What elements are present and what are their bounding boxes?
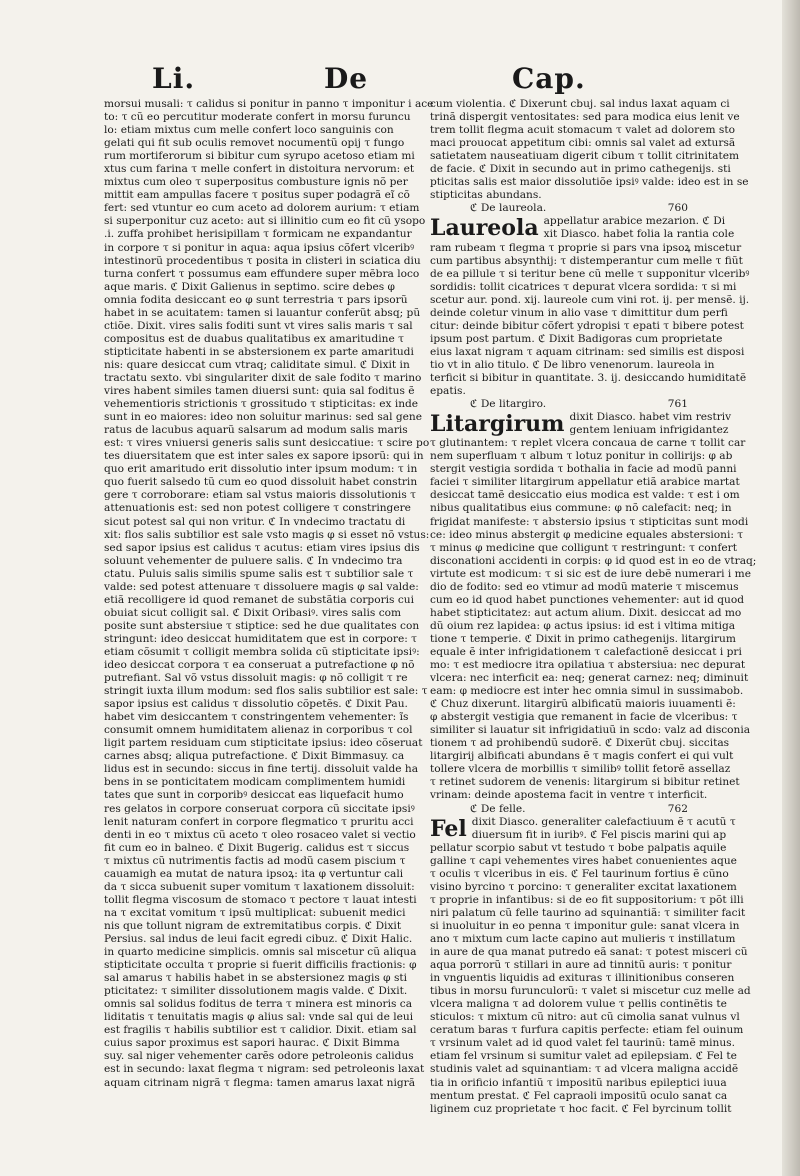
entry-headword: Litargirum [430,411,565,438]
text-line: etiam fel vrsinum si sumitur valet ad epilepsiam. ℭ Fel te [430,1050,737,1063]
entry-heading [430,803,692,816]
text-line: terficit si bibitur in quantitate. 3. ij. desiccando humiditatẽ [430,371,747,384]
text-line: Persius. sal indus de leui facit egredi cibuz. ℭ Dixit Halic. [104,933,413,945]
text-line: sed sapor ipsius est calidus τ acutus: etiam vires ipsius dis [104,541,420,554]
entry-lead [430,411,732,438]
text-line: tionem τ ad prohibendũ sudorẽ. ℭ Dixerũt cbuj. siccitas [430,737,730,750]
text-line: omnia fodita desiccant eo φ sunt terrestria τ pars ipsorũ [104,293,408,306]
text-line: etiã recolligere id quod remanet de substãtia corporis cui [104,593,414,606]
text-line: .i. zuffa prohibet herisipillam τ formicam ne expandantur [104,228,412,241]
text-line: eam: φ mediocre est inter hec omnia simul in sussimabob. [430,685,744,698]
text-line: sal amarus τ habilis habet in se abstersionez magis φ sti [104,972,408,985]
text-line: frigidat manifeste: τ abstersio ipsius τ stipticitas sunt modi [430,515,749,528]
text-line: vrinam: deinde apostema facit in ventre τ interficit. [430,789,708,802]
text-line: sticulos: τ mixtum cũ nitro: aut cũ cimolia sanat vulnus vl [430,1011,740,1024]
running-header-right: Cap. [512,62,586,95]
text-line: gentem leniuam infrigidantez [569,424,729,437]
entry-number: 761 [667,398,688,411]
text-line: attenuationis est: sed non potest colligere τ constringere [104,502,411,515]
text-line: ce: ideo minus abstergit φ medicine equales abstersioni: τ [430,528,744,541]
text-line: lo: etiam mixtus cum melle confert loco sanguinis con [104,124,394,137]
text-line: est: τ vires vniuersi generis salis sunt desiccatiue: τ scire po [104,437,430,450]
entry-number: 762 [667,802,688,815]
text-line: trinã dispergit ventositates: sed para modica eius lenit ve [430,111,740,124]
text-line: si superponitur cuz aceto: aut si illinitio cum eo fit cũ ysopo [104,215,426,228]
text-line: mo: τ est mediocre itra opilatiua τ abstersiua: nec depurat [430,659,746,672]
text-line: to: τ cũ eo percutitur moderate confert in morsu furuncu [104,111,411,124]
text-line: si inuoluitur in eo penna τ imponitur gule: sanat vlcera in [430,919,740,932]
text-line: stipticitate occulta τ proprie si fuerit difficilis fractionis: φ [104,959,417,972]
text-line: cum partibus absynthij: τ distemperantur cum melle τ fiũt [430,254,743,267]
text-line: ano τ mixtum cum lacte capino aut mulieris τ instillatum [430,933,736,945]
text-line: sicut potest sal qui non vritur. ℭ In vndecimo tractatu di [104,515,406,528]
text-line: liditatis τ tenuitatis magis φ alius sal: vnde sal qui de leui [104,1011,414,1024]
text-line: xit: flos salis subtilior est sale vsto magis φ si esset nõ vstus: [104,528,430,541]
text-line: equale ẽ inter infrigidationem τ calefactionẽ desiccat i pri [430,645,742,658]
text-line: ram rubeam τ flegma τ proprie si pars vna ipsoꝝ miscetur [430,241,742,254]
text-line: cum eo id quod habet punctiones vehementer: aut id quod [430,593,745,606]
text-line: tractatu sexto. vbi singulariter dixit de sale fodito τ marino [104,371,422,384]
text-line: vires habent similes tamen diuersi sunt: quia sal foditus ẽ [104,385,415,398]
text-line: nibus qualitatibus eius commune: φ nõ calefacit: neq; in [430,502,732,515]
entry-lead-lines [430,815,736,842]
text-line: dũ oium rez lapidea: φ actus ipsius: id est i vltima mitiga [430,619,736,632]
text-line: epatis. [430,385,466,398]
text-line: nis: quare desiccat cum vtraq; caliditate simul. ℭ Dixit in [104,358,410,371]
text-line: tates que sunt in corporibꝰ desiccat eas liquefacit humo [104,789,404,802]
text-line: intestinorũ procedentibus τ posita in clisteri in sciatica diu [104,254,421,267]
text-line: ctiõe. Dixit. vires salis foditi sunt vt vires salis maris τ sal [104,319,413,332]
text-line: virtute est modicum: τ si sic est de iure debẽ numerari i me [430,567,751,580]
text-line: aquam citrinam nigrã τ flegma: tamen amarus laxat nigrã [104,1076,416,1089]
text-line: τ retinet sudorem de venenis: litargirum si bibitur retinet [430,776,740,789]
text-line: vlcera: nec interficit ea: neq; generat carnez: neq; diminuit [430,672,749,685]
text-line: maci prouocat appetitum cibi: omnis sal valet ad extursã [430,137,736,150]
text-line: pticitatez: τ similiter dissolutionem magis valde. ℭ Dixit. [104,985,408,998]
text-line: habet in se acuitatem: tamen si lauantur conferũt absq; pũ [104,306,421,319]
running-header-left: Li. [152,62,196,95]
text-line: in aure de qua manat putredo eã sanat: τ potest misceri cũ [430,946,748,959]
text-line: denti in eo τ mixtus cũ aceto τ oleo rosaceo valet si vectio [104,828,416,841]
text-line: dixit Diasco. habet vim restriv [569,411,732,424]
text-line: τ glutinantem: τ replet vlcera concaua de carne τ tollit car [430,437,746,450]
text-line: quo erit amaritudo erit dissolutio inter ipsum modum: τ in [104,463,418,476]
text-line: trem tollit flegma acuit stomacum τ valet ad dolorem sto [430,124,735,137]
text-line: in vnguentis liquidis ad exituras τ illinitionibus conseren [430,972,735,985]
text-line: τ oculis τ vlceribus in eis. ℭ Fel taurinum fortius ẽ cũno [430,867,729,880]
page-edge [782,0,800,1176]
text-line: soluunt vehementer de puluere salis. ℭ In vndecimo tra [104,554,403,567]
text-line: stipticitas abundans. [430,189,542,202]
text-line: studinis valet ad squinantiam: τ ad vlcera maligna accidẽ [430,1063,739,1076]
text-line: consumit omnem humiditatem alienaz in corporibus τ col [104,724,413,737]
text-line: tione τ temperie. ℭ Dixit in primo cathegenijs. litargirum [430,632,736,645]
text-line: stergit vestigia sordida τ bothalia in facie ad modũ panni [430,463,737,476]
entry-title: ℭ De laureola. [470,202,547,215]
text-line: stringit iuxta illum modum: sed flos salis subtilior est sale: τ [104,685,428,698]
text-line: fert: sed vtuntur eo cum aceto ad dolorem aurium: τ etiam [104,202,420,215]
text-line: desiccat tamẽ desiccatio eius modica est valde: τ est i om [430,489,740,502]
text-line: vlcera maligna τ ad dolorem vulue τ pellis continẽtis te [430,998,727,1011]
text-line: pellatur scorpio sabut vt testudo τ bobe palpatis aquile [430,841,727,854]
text-line: fit cum eo in balneo. ℭ Dixit Bugerig. calidus est τ siccus [104,841,410,854]
left-column [104,98,434,1090]
entry-headword: Fel [430,815,467,842]
text-line: dixit Diasco. generaliter calefactiuum ẽ τ acutũ τ [471,815,736,828]
entry-heading [430,398,692,411]
text-line: tollit flegma viscosum de stomaco τ pectore τ lauat intesti [104,893,417,906]
text-line: ℭ Chuz dixerunt. litargirũ albificatũ maioris iuuamenti ẽ: [430,698,736,711]
text-line: diuersum fit in iuribꝰ. ℭ Fel piscis marini qui ap [471,828,727,841]
text-line: bens in se ponticitatem modicam complimentem humidi [104,776,406,789]
text-line: aque maris. ℭ Dixit Galienus in septimo. scire debes φ [104,280,395,293]
text-line: da τ sicca subuenit super vomitum τ laxationem dissoluit: [104,880,415,893]
text-line: litargirij albificati abundans ẽ τ magis confert ei qui vult [430,750,734,763]
text-line: cum violentia. ℭ Dixerunt cbuj. sal indus laxat aquam ci [430,98,730,110]
text-line: obuiat sicut colligit sal. ℭ Dixit Oribasiꝰ. vires salis com [104,606,402,619]
entry-title: ℭ De felle. [470,802,526,815]
text-line: citur: deinde bibitur cõfert ydropisi τ epati τ bibere potest [430,319,744,332]
entry-title: ℭ De litargiro. [470,398,547,411]
text-line: rum mortiferorum si bibitur cum syrupo acetoso etiam mi [104,150,415,163]
text-line: turna confert τ possumus eam effundere super mẽbra loco [104,267,420,280]
text-line: putrefiant. Sal võ vstus dissoluit magis: φ nõ colligit τ re [104,672,408,685]
text-line: τ proprie in infantibus: si de eo fit suppositorium: τ põt illi [430,893,744,906]
text-line: posite sunt abstersiue τ stiptice: sed he due qualitates con [104,619,420,632]
text-line: aqua porrorũ τ stillari in aure ad tinnitũ auris: τ ponitur [430,959,732,972]
text-line: φ abstergit vestigia que remanent in facie de vlceribus: τ [430,711,738,724]
text-line: disconationi accidenti in corpis: φ id quod est in eo de vtraq; [430,554,757,567]
text-line: ratus de lacubus aquarũ salsarum ad modum salis maris [104,424,408,437]
text-line: cauamigh ea mutat de natura ipsoꝝ: ita φ vertuntur cali [104,867,404,880]
running-header-middle: De [324,62,369,95]
text-line: sunt in eo maiores: ideo non soluitur marinus: sed sal gene [104,411,422,424]
text-line: de ea pillule τ si teritur bene cũ melle τ supponitur vlceribꝰ [430,267,750,280]
text-line: tio vt in alio titulo. ℭ De libro venenorum. laureola in [430,358,715,371]
text-line: eius laxat nigram τ aquam citrinam: sed similis est disposi [430,345,745,358]
entry-heading [430,202,692,215]
text-line: mixtus cum oleo τ superpositus combusture ignis nõ per [104,176,408,189]
text-line: mentum prestat. ℭ Fel capraoli impositũ oculo sanat ca [430,1089,728,1102]
text-line: in quarto medicine simplicis. omnis sal miscetur cũ aliqua [104,946,417,959]
text-line: pticitas salis est maior dissolutiõe ipsiꝰ valde: ideo est in se [430,176,749,189]
text-line: est in secundo: laxat flegma τ nigram: sed petroleonis laxat [104,1063,425,1076]
entry-lead [430,215,735,242]
text-line: tia in orificio infantiũ τ impositũ naribus epileptici iuua [430,1076,727,1089]
text-line: visino byrcino τ porcino: τ generaliter excitat laxationem [430,880,737,893]
text-line: τ vrsinum valet ad id quod valet fel taurinũ: tamẽ minus. [430,1037,735,1050]
text-line: galline τ capi vehementes vires habet conuenientes aque [430,854,737,867]
text-line: sordidis: tollit cicatrices τ depurat vlcera sordida: τ si mi [430,280,737,293]
text-line: valde: sed potest attenuare τ dissoluere magis φ sal valde: [104,580,419,593]
text-line: appellatur arabice mezarion. ℭ Di [543,215,726,228]
text-line: tollere vlcera de morbillis τ similibꝰ tollit fetorẽ assellaz [430,763,731,776]
text-line: stringunt: ideo desiccat humiditatem que est in corpore: τ [104,632,418,645]
text-line: ligit partem residuam cum stipticitate ipsius: ideo cõseruat [104,737,423,750]
text-line: compositus est de duabus qualitatibus ex amaritudine τ [104,332,404,345]
text-line: stipticitate habenti in se abstersionem ex parte amaritudi [104,345,414,358]
text-line: habet vim desiccantem τ constringentem vehementer: ĩs [104,711,409,724]
text-line: τ minus φ medicine que colligunt τ restringunt: τ confert [430,541,737,554]
text-line: nem superfluam τ album τ lotuz ponitur in collirijs: φ ab [430,450,733,463]
text-line: mittit eam ampullas facere τ positus super podagrã eĩ cõ [104,189,410,202]
text-line: scetur aur. pond. xij. laureole cum vini rot. ij. per mensẽ. ij. [430,293,750,306]
entry-number: 760 [667,202,688,215]
text-line: ideo desiccat corpora τ ea conseruat a putrefactione φ nõ [104,659,415,672]
text-line: omnis sal solidus foditus de terra τ minera est minoris ca [104,998,413,1011]
text-line: faciei τ similiter litargirum appellatur etiã arabice martat [430,476,740,489]
text-line: ceratum baras τ furfura capitis perfecte: etiam fel ouinum [430,1024,744,1037]
entry-headword: Laureola [430,215,539,242]
text-line: tibus in morsu furunculorũ: τ valet si miscetur cuz melle ad [430,985,751,998]
text-line: niri palatum cũ felle taurino ad squinantiã: τ similiter facit [430,906,746,919]
text-line: quo fuerit salsedo tũ cum eo quod dissoluit habet constrin [104,476,418,489]
text-line: lidus est in secundo: siccus in fine tertij. dissoluit valde ha [104,763,419,776]
text-line: deinde coletur vinum in alio vase τ dimittitur dum perfi [430,306,728,319]
text-line: tes diuersitatem que est inter sales ex sapore ipsorũ: qui in [104,450,424,463]
text-line: habet stipticitatez: aut actum alium. Dixit. desiccat ad mo [430,606,742,619]
text-line: carnes absq; aliqua putrefactione. ℭ Dixit Bimmasuy. ca [104,750,405,763]
text-line: satietatem nauseatiuam digerit cibum τ tollit citrinitatem [430,150,740,163]
text-line: dio de fodito: sed eo vtimur ad modũ materie τ miscemus [430,580,739,593]
text-line: vehementioris strictionis τ grossitudo τ stipticitas: ex inde [104,398,419,411]
text-line: τ mixtus cũ nutrimentis factis ad modũ casem piscium τ [104,854,406,867]
text-line: etiam cõsumit τ colligit membra solida cũ stipticitate ipsiꝰ: [104,645,420,658]
text-line: similiter si lauatur sit infrigidatiuũ in scdo: valz ad disconia [430,724,751,737]
text-line: nis que tollunt nigram de extremitatibus corpis. ℭ Dixit [104,919,402,932]
text-line: in corpore τ si ponitur in aqua: aqua ipsius cõfert vlceribꝰ [104,241,415,254]
text-line: res gelatos in corpore conseruat corpora cũ siccitate ipsiꝰ [104,802,415,815]
text-line: sapor ipsius est calidus τ dissolutio cõpetẽs. ℭ Dixit Pau. [104,698,408,711]
text-line: xtus cum farina τ melle confert in distoitura nervorum: et [104,163,415,176]
text-line: est fragilis τ habilis subtilior est τ calidior. Dixit. etiam sal [104,1024,417,1037]
text-line: ipsum post partum. ℭ Dixit Badigoras cum proprietate [430,332,723,345]
text-line: gelati qui fit sub oculis removet nocumentũ opij τ fungo [104,137,405,150]
entry-lead [430,815,736,842]
text-line: na τ excitat vomitum τ ipsũ multiplicat: subuenit medici [104,906,406,919]
text-line: morsui musali: τ calidus si ponitur in panno τ imponitur i ace [104,98,434,110]
text-line: ctatu. Puluis salis similis spume salis est τ subtilior sale τ [104,567,414,580]
text-line: lenit naturam confert in corpore flegmatico τ pruritu acci [104,815,414,828]
right-column [430,98,757,1116]
text-line: suy. sal niger vehementer carẽs odore petroleonis calidus [104,1050,414,1063]
text-line: xit Diasco. habet folia la rantia cole [543,228,735,241]
text-line: gere τ corroborare: etiam sal vstus maioris dissolutionis τ [104,489,416,502]
text-line: de facie. ℭ Dixit in secundo aut in primo cathegenijs. sti [430,163,731,176]
text-line: liginem cuz proprietate τ hoc facit. ℭ Fel byrcinum tollit [430,1102,732,1115]
text-line: cuius sapor proximus est sapori haurac. ℭ Dixit Bimma [104,1037,400,1050]
